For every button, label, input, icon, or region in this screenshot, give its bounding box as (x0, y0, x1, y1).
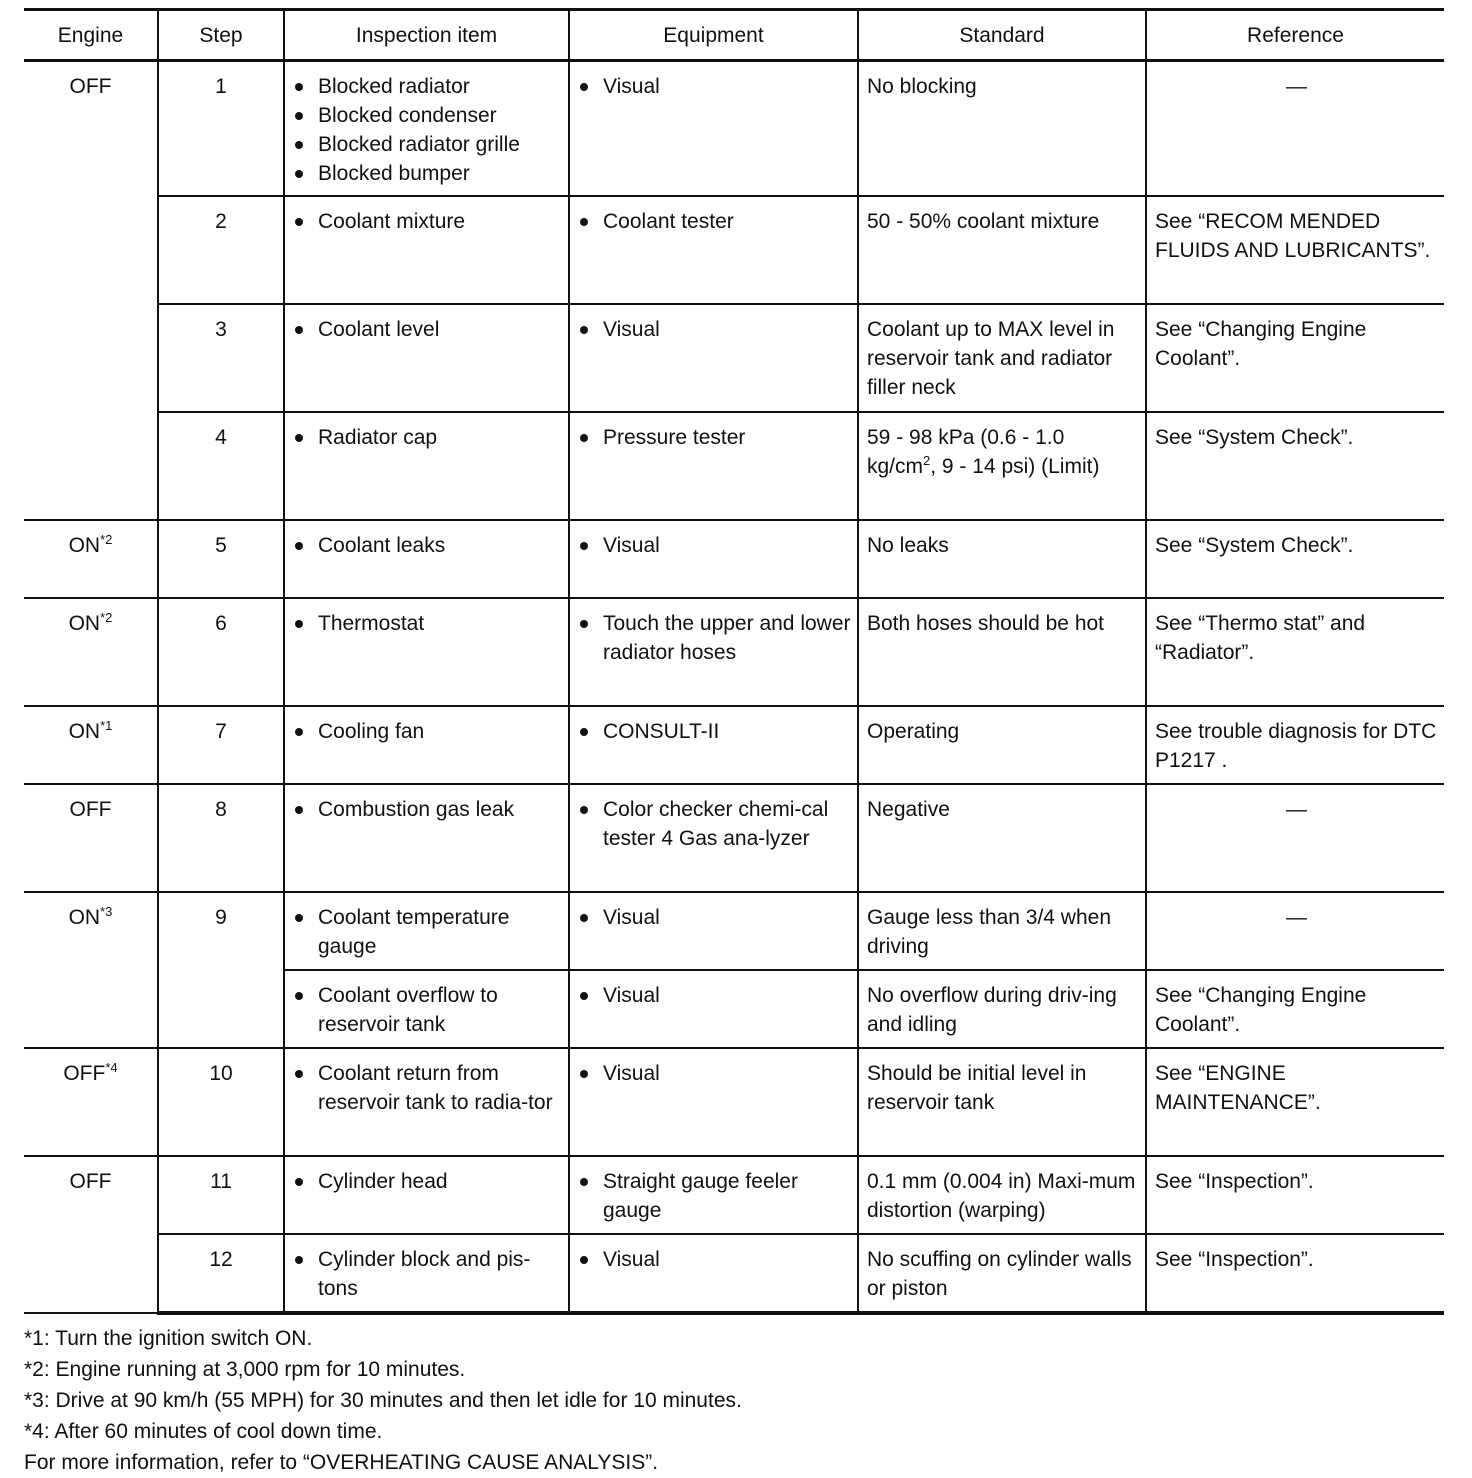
standard-text: 59 - 98 kPa (0.6 - 1.0 kg/cm (867, 426, 1065, 478)
table-row (24, 412, 1444, 520)
list-item: Cylinder head (293, 1167, 562, 1196)
footnote: For more information, refer to “OVERHEATING CAUSE ANALYSIS”. (24, 1451, 659, 1474)
header-equipment: Equipment (569, 10, 858, 61)
list-item: Thermostat (293, 609, 562, 638)
equipment-cell (569, 412, 858, 520)
list-item: Combustion gas leak (293, 795, 562, 824)
engine-state: OFF (69, 75, 112, 98)
table-row (24, 520, 1444, 598)
step-cell: 1 (158, 61, 284, 197)
list-item: Coolant return from reservoir tank to radia-tor (293, 1059, 562, 1117)
standard-cell: No overflow during driv-ing and idling (858, 970, 1146, 1048)
equipment-cell (569, 598, 858, 706)
list-item: Coolant mixture (293, 207, 562, 236)
inspection-item-cell (284, 1234, 569, 1313)
reference-cell: See “Inspection”. (1146, 1156, 1444, 1234)
footnote: *3: Drive at 90 km/h (55 MPH) for 30 minutes and then let idle for 10 minutes. (24, 1389, 742, 1412)
standard-cell: Coolant up to MAX level in reservoir tank and radiator filler neck (858, 304, 1146, 412)
table-row (24, 892, 1444, 970)
list-item: Blocked condenser (293, 101, 562, 130)
inspection-item-cell (284, 1048, 569, 1156)
step-cell: 8 (158, 784, 284, 892)
table-row (24, 1234, 1444, 1313)
inspection-item-cell (284, 520, 569, 598)
superscript: 2 (923, 453, 931, 468)
list-item: Straight gauge feeler gauge (578, 1167, 851, 1225)
reference-cell: See “Changing Engine Coolant”. (1146, 970, 1444, 1048)
engine-cell (24, 1048, 158, 1156)
engine-state: ON (68, 720, 101, 743)
table-row (24, 196, 1444, 304)
engine-footnote-mark: *1 (100, 718, 113, 733)
engine-footnote-mark: *2 (100, 532, 113, 547)
list-item: Blocked radiator grille (293, 130, 562, 159)
reference-cell: See “System Check”. (1146, 412, 1444, 520)
equipment-cell (569, 61, 858, 197)
engine-footnote-mark: *4 (105, 1060, 118, 1075)
list-item: Visual (578, 1059, 851, 1088)
list-item: Blocked radiator (293, 72, 562, 101)
equipment-cell (569, 1048, 858, 1156)
header-standard: Standard (858, 10, 1146, 61)
inspection-item-cell (284, 892, 569, 970)
engine-state: ON (68, 534, 101, 557)
list-item: Radiator cap (293, 423, 562, 452)
standard-cell: 50 - 50% coolant mixture (858, 196, 1146, 304)
equipment-cell (569, 892, 858, 970)
table-row (24, 304, 1444, 412)
standard-cell (858, 412, 1146, 520)
standard-cell: Operating (858, 706, 1146, 784)
inspection-item-cell (284, 784, 569, 892)
standard-cell: Both hoses should be hot (858, 598, 1146, 706)
reference-cell (1146, 892, 1444, 970)
list-item: Blocked bumper (293, 159, 562, 188)
standard-cell: Should be initial level in reservoir tank (858, 1048, 1146, 1156)
equipment-cell (569, 196, 858, 304)
step-cell: 4 (158, 412, 284, 520)
equipment-cell (569, 1234, 858, 1313)
table-row (24, 1048, 1444, 1156)
list-item: CONSULT-II (578, 717, 851, 746)
list-item: Color checker chemi-cal tester 4 Gas ana-lyzer (578, 795, 851, 853)
inspection-item-cell (284, 1156, 569, 1234)
inspection-item-cell (284, 598, 569, 706)
reference-cell: See “ENGINE MAINTENANCE”. (1146, 1048, 1444, 1156)
equipment-cell (569, 784, 858, 892)
list-item: Visual (578, 1245, 851, 1274)
inspection-item-cell (284, 706, 569, 784)
engine-footnote-mark: *3 (100, 904, 113, 919)
equipment-cell (569, 520, 858, 598)
reference-cell (1146, 784, 1444, 892)
step-cell: 12 (158, 1234, 284, 1313)
footnote: *2: Engine running at 3,000 rpm for 10 minutes. (24, 1358, 466, 1381)
engine-state: ON (68, 612, 101, 635)
header-step: Step (158, 10, 284, 61)
engine-cell (24, 520, 158, 598)
list-item: Visual (578, 315, 851, 344)
reference-cell: See “System Check”. (1146, 520, 1444, 598)
engine-footnote-mark: *2 (100, 610, 113, 625)
footnotes (24, 1323, 1444, 1478)
step-cell: 5 (158, 520, 284, 598)
reference-cell: See trouble diagnosis for DTC P1217 . (1146, 706, 1444, 784)
standard-cell: No scuffing on cylinder walls or piston (858, 1234, 1146, 1313)
reference-cell: See “RECOM MENDED FLUIDS AND LUBRICANTS”. (1146, 196, 1444, 304)
equipment-cell (569, 1156, 858, 1234)
step-cell: 3 (158, 304, 284, 412)
engine-state: OFF (69, 798, 112, 821)
engine-cell (24, 784, 158, 892)
table-row (24, 61, 1444, 197)
engine-cell (24, 61, 158, 521)
header-row (24, 10, 1444, 61)
standard-cell: No blocking (858, 61, 1146, 197)
step-cell: 9 (158, 892, 284, 1048)
list-item: Visual (578, 903, 851, 932)
list-item: Coolant level (293, 315, 562, 344)
reference-cell: See “Inspection”. (1146, 1234, 1444, 1313)
inspection-item-cell (284, 61, 569, 197)
equipment-cell (569, 304, 858, 412)
engine-state: OFF (69, 1170, 112, 1193)
reference-cell: See “Changing Engine Coolant”. (1146, 304, 1444, 412)
footnote: *1: Turn the ignition switch ON. (24, 1327, 313, 1350)
header-inspection-item: Inspection item (284, 10, 569, 61)
reference-text: — (1286, 75, 1307, 98)
list-item: Coolant tester (578, 207, 851, 236)
standard-cell: No leaks (858, 520, 1146, 598)
list-item: Visual (578, 981, 851, 1010)
list-item: Coolant leaks (293, 531, 562, 560)
engine-cell (24, 706, 158, 784)
engine-cell (24, 892, 158, 1048)
table-row (24, 598, 1444, 706)
list-item: Cylinder block and pis-tons (293, 1245, 562, 1303)
engine-cell (24, 598, 158, 706)
standard-cell: Negative (858, 784, 1146, 892)
table-row (24, 1156, 1444, 1234)
standard-text: , 9 - 14 psi) (Limit) (930, 455, 1100, 478)
inspection-table (24, 8, 1444, 1315)
engine-state: OFF (63, 1062, 106, 1085)
list-item: Visual (578, 72, 851, 101)
step-cell: 2 (158, 196, 284, 304)
table-row (24, 784, 1444, 892)
equipment-cell (569, 970, 858, 1048)
header-engine: Engine (24, 10, 158, 61)
inspection-item-cell (284, 970, 569, 1048)
reference-cell (1146, 61, 1444, 197)
inspection-document (24, 8, 1444, 1478)
inspection-item-cell (284, 304, 569, 412)
header-reference: Reference (1146, 10, 1444, 61)
reference-cell: See “Thermo stat” and “Radiator”. (1146, 598, 1444, 706)
reference-text: — (1286, 906, 1307, 929)
standard-cell: Gauge less than 3/4 when driving (858, 892, 1146, 970)
step-cell: 6 (158, 598, 284, 706)
list-item: Cooling fan (293, 717, 562, 746)
inspection-item-cell (284, 412, 569, 520)
reference-text: — (1286, 798, 1307, 821)
list-item: Coolant overflow to reservoir tank (293, 981, 562, 1039)
list-item: Pressure tester (578, 423, 851, 452)
engine-state: ON (68, 906, 101, 929)
step-cell: 11 (158, 1156, 284, 1234)
list-item: Visual (578, 531, 851, 560)
step-cell: 7 (158, 706, 284, 784)
list-item: Coolant temperature gauge (293, 903, 562, 961)
equipment-cell (569, 706, 858, 784)
engine-cell (24, 1156, 158, 1313)
list-item: Touch the upper and lower radiator hoses (578, 609, 851, 667)
standard-cell: 0.1 mm (0.004 in) Maxi-mum distortion (warping) (858, 1156, 1146, 1234)
footnote: *4: After 60 minutes of cool down time. (24, 1420, 383, 1443)
table-row (24, 706, 1444, 784)
inspection-item-cell (284, 196, 569, 304)
step-cell: 10 (158, 1048, 284, 1156)
